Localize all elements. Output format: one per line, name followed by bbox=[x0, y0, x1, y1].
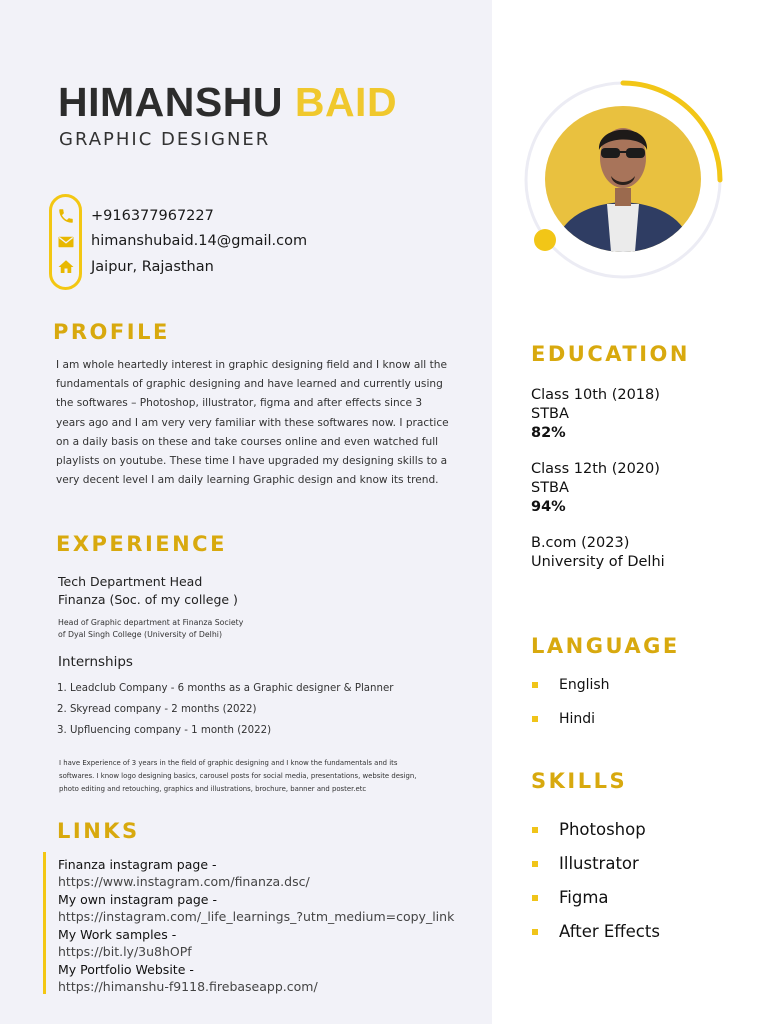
education-list bbox=[531, 386, 665, 608]
education-score: 94% bbox=[531, 499, 566, 515]
internship-item: 3. Upfluencing company - 1 month (2022) bbox=[57, 725, 272, 736]
first-name: HIMANSHU bbox=[58, 79, 283, 125]
language-list bbox=[532, 668, 610, 736]
experience-detail-line: Head of Graphic department at Finanza Society bbox=[58, 618, 244, 627]
profile-heading: PROFILE bbox=[53, 320, 170, 344]
experience-organization: Finanza (Soc. of my college ) bbox=[58, 592, 238, 607]
link-item bbox=[58, 856, 454, 891]
experience-heading: EXPERIENCE bbox=[56, 532, 227, 556]
skill-item: Photoshop bbox=[532, 813, 660, 847]
phone-number[interactable]: +916377967227 bbox=[91, 208, 214, 224]
profile-photo bbox=[545, 106, 701, 252]
job-title: GRAPHIC DESIGNER bbox=[59, 129, 271, 150]
link-item bbox=[58, 926, 454, 961]
profile-text: I am whole heartedly interest in graphic designing field and I know all the fundamentals of graphic designing and have learned and currently using the softwares – Photoshop, illustrator, figma and after effects since 3 years ago and I am very very familiar with these softwares now. I practice on a daily basis on these and take courses online and even watched full playlists on youtube. These time I have upgraded my designing skills to a very decent level I am daily learning Graphic design and know its trend. bbox=[56, 359, 449, 487]
education-school: University of Delhi bbox=[531, 554, 665, 570]
internship-item: 2. Skyread company - 2 months (2022) bbox=[57, 704, 257, 715]
language-item: English bbox=[532, 668, 610, 702]
phone-icon bbox=[57, 207, 75, 225]
skill-item: Illustrator bbox=[532, 847, 660, 881]
education-score: 82% bbox=[531, 425, 566, 441]
home-icon bbox=[57, 258, 75, 276]
skills-list bbox=[532, 813, 660, 949]
link-label: My Work samples - bbox=[58, 927, 177, 942]
experience-summary: I have Experience of 3 years in the field of graphic designing and I know the fundamentals and its softwares. I know logo designing basics, carousel posts for social media, presentations, website design, photo editing and retouching, graphics and illustrations, brochure, banner and poster.etc bbox=[59, 759, 417, 794]
experience-details bbox=[58, 617, 243, 641]
language-item: Hindi bbox=[532, 702, 610, 736]
links-accent-bar bbox=[43, 852, 46, 994]
link-url[interactable]: https://www.instagram.com/finanza.dsc/ bbox=[58, 874, 310, 889]
link-url[interactable]: https://bit.ly/3u8hOPf bbox=[58, 944, 192, 959]
education-item bbox=[531, 386, 665, 460]
email-address[interactable]: himanshubaid.14@gmail.com bbox=[91, 233, 308, 249]
internship-list bbox=[57, 681, 393, 744]
experience-position: Tech Department Head bbox=[58, 574, 203, 589]
location: Jaipur, Rajasthan bbox=[91, 259, 214, 275]
experience-detail-line: of Dyal Singh College (University of Delhi) bbox=[58, 630, 222, 639]
link-url[interactable]: https://himanshu-f9118.firebaseapp.com/ bbox=[58, 979, 318, 994]
last-name: BAID bbox=[294, 79, 398, 125]
education-heading: EDUCATION bbox=[531, 342, 690, 366]
candidate-name bbox=[58, 78, 397, 126]
education-degree: B.com (2023) bbox=[531, 535, 630, 551]
skill-item: After Effects bbox=[532, 915, 660, 949]
link-item bbox=[58, 891, 454, 926]
link-label: My own instagram page - bbox=[58, 892, 217, 907]
links-list bbox=[58, 856, 454, 996]
language-heading: LANGUAGE bbox=[531, 634, 680, 658]
education-school: STBA bbox=[531, 406, 569, 422]
internships-heading: Internships bbox=[58, 654, 133, 670]
internship-item: 1. Leadclub Company - 6 months as a Graphic designer & Planner bbox=[57, 683, 394, 694]
mail-icon bbox=[57, 233, 75, 251]
link-url[interactable]: https://instagram.com/_life_learnings_?utm_medium=copy_link bbox=[58, 909, 455, 924]
links-heading: LINKS bbox=[57, 819, 140, 843]
education-degree: Class 12th (2020) bbox=[531, 461, 660, 477]
skill-item: Figma bbox=[532, 881, 660, 915]
link-label: My Portfolio Website - bbox=[58, 962, 194, 977]
link-label: Finanza instagram page - bbox=[58, 857, 217, 872]
education-school: STBA bbox=[531, 480, 569, 496]
skills-heading: SKILLS bbox=[531, 769, 628, 793]
education-degree: Class 10th (2018) bbox=[531, 387, 660, 403]
education-item bbox=[531, 460, 665, 534]
link-item bbox=[58, 961, 454, 996]
education-item bbox=[531, 534, 665, 608]
